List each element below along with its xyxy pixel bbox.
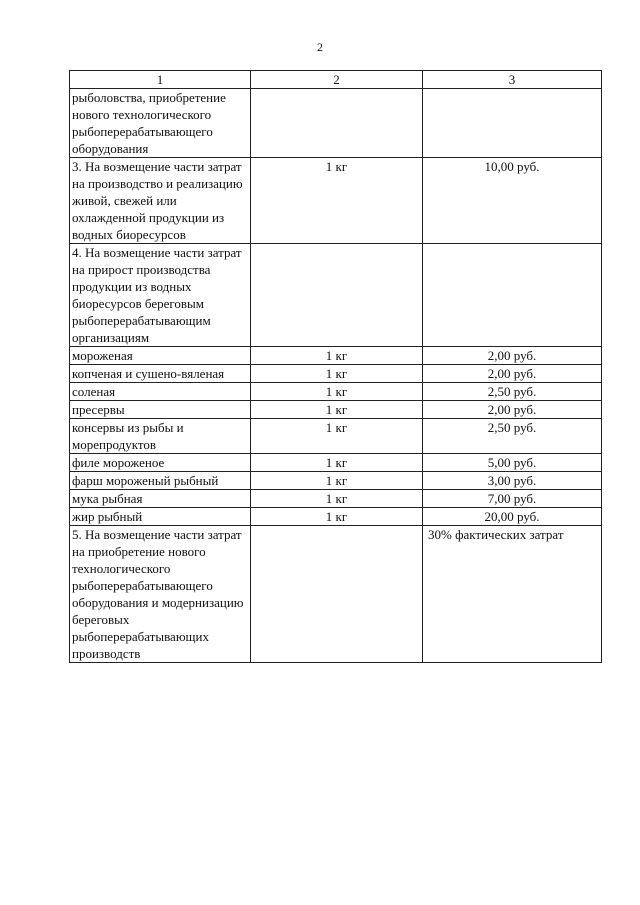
table-row — [70, 365, 602, 383]
table-row — [70, 472, 602, 490]
table-row — [70, 383, 602, 401]
rate-cell: 2,00 руб. — [423, 365, 602, 383]
rate-cell: 7,00 руб. — [423, 490, 602, 508]
rate-cell: 2,00 руб. — [423, 401, 602, 419]
description-cell: фарш мороженый рыбный — [70, 472, 251, 490]
page-number: 2 — [317, 40, 323, 54]
rate-cell: 10,00 руб. — [423, 158, 602, 244]
header-row — [70, 71, 602, 89]
unit-cell — [251, 89, 423, 158]
rate-cell: 2,00 руб. — [423, 347, 602, 365]
description-cell: мороженая — [70, 347, 251, 365]
rate-cell: 2,50 руб. — [423, 383, 602, 401]
rate-cell: 3,00 руб. — [423, 472, 602, 490]
unit-cell: 1 кг — [251, 347, 423, 365]
table-row — [70, 158, 602, 244]
rate-cell: 30% фактических затрат — [423, 526, 602, 663]
table-row — [70, 89, 602, 158]
column-header: 2 — [251, 71, 423, 89]
table-row — [70, 490, 602, 508]
unit-cell — [251, 244, 423, 347]
unit-cell: 1 кг — [251, 419, 423, 454]
unit-cell: 1 кг — [251, 454, 423, 472]
description-cell: соленая — [70, 383, 251, 401]
table-row — [70, 526, 602, 663]
unit-cell: 1 кг — [251, 472, 423, 490]
unit-cell: 1 кг — [251, 383, 423, 401]
unit-cell: 1 кг — [251, 365, 423, 383]
description-cell: 5. На возмещение части затрат на приобретение нового технологического рыбоперерабатывающего оборудования и модернизацию береговых рыбоперерабатывающих производств — [70, 526, 251, 663]
description-cell: 3. На возмещение части затрат на производство и реализацию живой, свежей или охлажденной продукции из водных биоресурсов — [70, 158, 251, 244]
rate-cell: 20,00 руб. — [423, 508, 602, 526]
description-cell: 4. На возмещение части затрат на прирост производства продукции из водных биоресурсов береговым рыбоперерабатывающим организациям — [70, 244, 251, 347]
description-cell: рыболовства, приобретение нового технологического рыбоперерабатывающего оборудования — [70, 89, 251, 158]
rate-cell: 5,00 руб. — [423, 454, 602, 472]
column-header: 1 — [70, 71, 251, 89]
unit-cell — [251, 526, 423, 663]
table-header — [70, 71, 602, 89]
description-cell: филе мороженое — [70, 454, 251, 472]
column-header: 3 — [423, 71, 602, 89]
unit-cell: 1 кг — [251, 158, 423, 244]
description-cell: мука рыбная — [70, 490, 251, 508]
rate-cell — [423, 89, 602, 158]
subsidy-rates-table — [69, 70, 602, 663]
unit-cell: 1 кг — [251, 508, 423, 526]
rate-cell: 2,50 руб. — [423, 419, 602, 454]
table-row — [70, 244, 602, 347]
description-cell: копченая и сушено-вяленая — [70, 365, 251, 383]
unit-cell: 1 кг — [251, 490, 423, 508]
table-row — [70, 454, 602, 472]
description-cell: жир рыбный — [70, 508, 251, 526]
table-row — [70, 508, 602, 526]
rate-cell — [423, 244, 602, 347]
table-row — [70, 347, 602, 365]
description-cell: пресервы — [70, 401, 251, 419]
description-cell: консервы из рыбы и морепродуктов — [70, 419, 251, 454]
table-row — [70, 419, 602, 454]
table-body — [70, 89, 602, 663]
unit-cell: 1 кг — [251, 401, 423, 419]
table-row — [70, 401, 602, 419]
